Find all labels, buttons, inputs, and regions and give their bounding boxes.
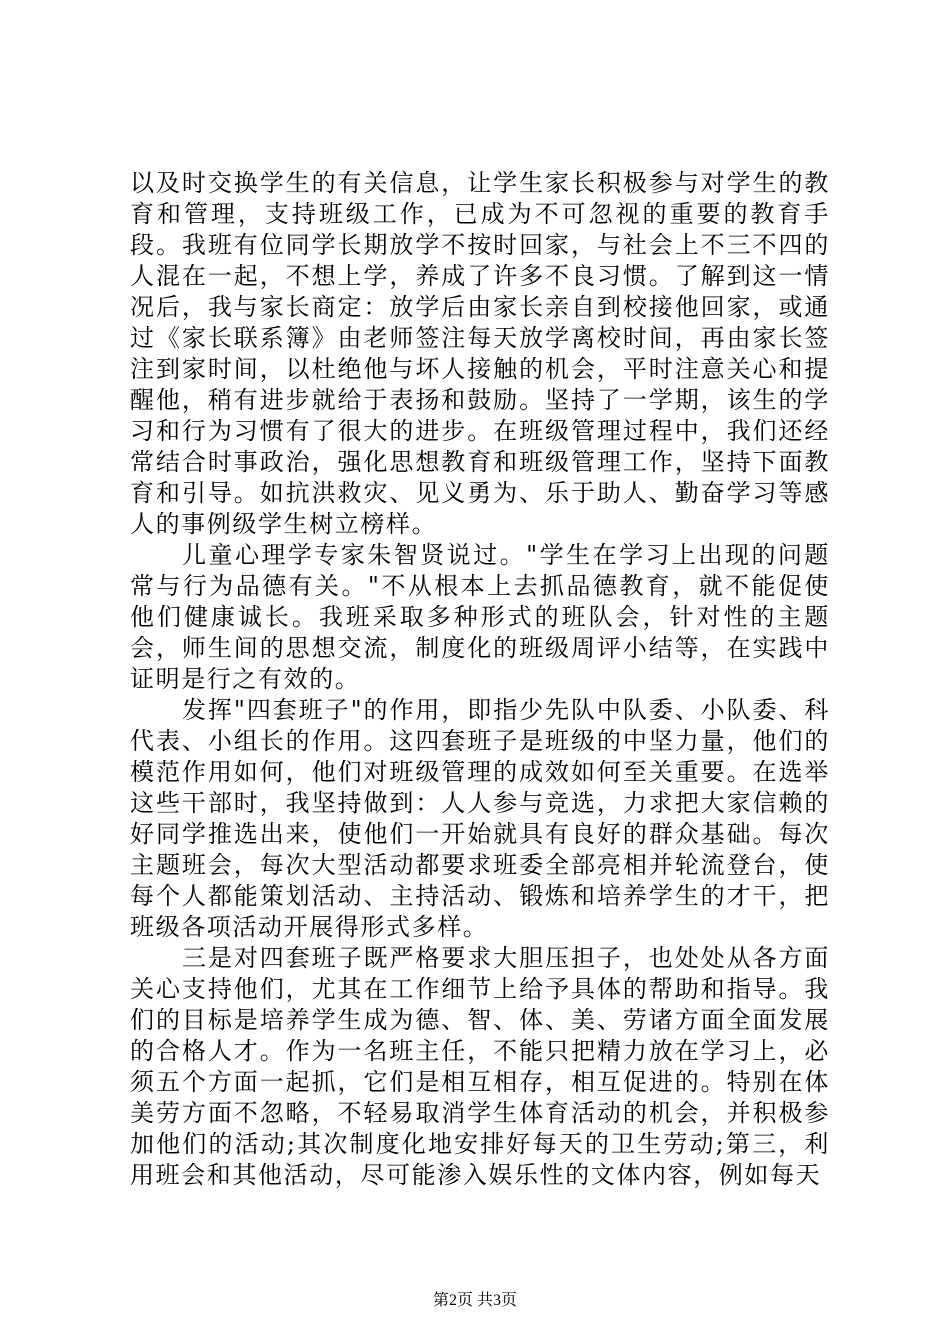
paragraph-3: 发挥"四套班子"的作用，即指少先队中队委、小队委、科代表、小组长的作用。这四套班子是班级的中坚力量，他们的模范作用如何，他们对班级管理的成效如何至关重要。在选举这些干部时，我坚持做到：人人参与竞选，力求把大家信赖的好同学推选出来，使他们一开始就具有良好的群众基础。每次主题班会，每次大型活动都要求班委全部亮相并轮流登台，使每个人都能策划活动、主持活动、锻炼和培养学生的才干，把班级各项活动开展得形式多样。: [130, 696, 830, 941]
paragraph-2: 儿童心理学专家朱智贤说过。"学生在学习上出现的问题常与行为品德有关。"不从根本上去抓品德教育，就不能促使他们健康诚长。我班采取多种形式的班队会，针对性的主题会，师生间的思想交流，制度化的班级周评小结等，在实践中证明是行之有效的。: [130, 541, 830, 693]
page-number-footer: 第2页 共3页: [432, 1292, 517, 1309]
paragraph-4: 三是对四套班子既严格要求大胆压担子，也处处从各方面关心支持他们，尤其在工作细节上给予具体的帮助和指导。我们的目标是培养学生成为德、智、体、美、劳诸方面全面发展的合格人才。作为一名班主任，不能只把精力放在学习上，必须五个方面一起抓，它们是相互相存，相互促进的。特别在体美劳方面不忽略，不轻易取消学生体育活动的机会，并积极参加他们的活动;其次制度化地安排好每天的卫生劳动;第三，利用班会和其他活动，尽可能渗入娱乐性的文体内容，例如每天: [130, 944, 830, 1189]
paragraph-1: 以及时交换学生的有关信息，让学生家长积极参与对学生的教育和管理，支持班级工作，已成为不可忽视的重要的教育手段。我班有位同学长期放学不按时回家，与社会上不三不四的人混在一起，不想上学，养成了许多不良习惯。了解到这一情况后，我与家长商定：放学后由家长亲自到校接他回家，或通过《家长联系簿》由老师签注每天放学离校时间，再由家长签注到家时间，以杜绝他与坏人接触的机会，平时注意关心和提醒他，稍有进步就给于表扬和鼓励。坚持了一学期，该生的学习和行为习惯有了很大的进步。在班级管理过程中，我们还经常结合时事政治，强化思想教育和班级管理工作，坚持下面教育和引导。如抗洪救灾、见义勇为、乐于助人、勤奋学习等感人的事例级学生树立榜样。: [130, 169, 830, 538]
document-body: [130, 168, 830, 1191]
